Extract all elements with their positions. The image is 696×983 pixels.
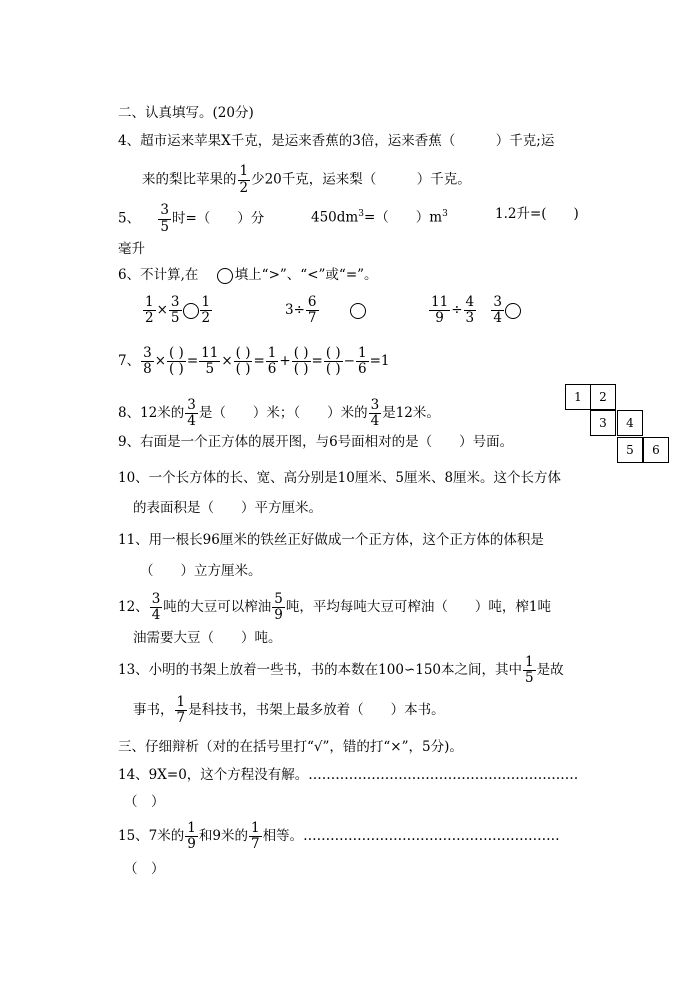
q14-dots: …………………………………………………… bbox=[308, 767, 579, 783]
q5-part-c: 1.2升=( ) bbox=[495, 206, 579, 222]
q5-part-b: $450dm^3=$（ ）$m^3$ bbox=[311, 209, 448, 226]
net-cell-5: 5 bbox=[617, 437, 643, 463]
q11-line1: 11、用一根长96厘米的铁丝正好做成一个正方体，这个正方体的体积是 bbox=[118, 532, 544, 548]
q12-line2: 油需要大豆（ ）吨。 bbox=[133, 630, 282, 646]
q15-line: 15、7米的 $\frac{1}{9}$ 和9米的 $\frac{1}{7}$ 相等。………………………………………………… bbox=[118, 819, 560, 852]
section-2-title: 二、认真填写。(20分) bbox=[118, 105, 254, 121]
compare-circle-icon[interactable] bbox=[183, 303, 199, 319]
q13-line2: 事书， $\frac{1}{7}$ 是科技书，书架上最多放着（ ）本书。 bbox=[133, 693, 445, 726]
q14-answer-paren[interactable]: （ ） bbox=[124, 794, 165, 810]
q5-line2: 毫升 bbox=[118, 241, 145, 257]
q9-line: 9、右面是一个正方体的展开图，与6号面相对的是（ ）号面。 bbox=[118, 434, 514, 450]
compare-circle-icon bbox=[217, 268, 233, 284]
net-cell-2: 2 bbox=[590, 384, 616, 410]
section-3-title: 三、仔细辩析（对的在括号里打“√”，错的打“×”，5分)。 bbox=[118, 739, 463, 755]
q4-text-b: 少20千克，运来梨（ ）千克。 bbox=[251, 171, 471, 188]
q4-line1: 4、超市运来苹果X千克，是运来香蕉的3倍，运来香蕉（ ）千克;运 bbox=[118, 133, 555, 149]
cube-net-diagram bbox=[565, 384, 695, 464]
q10-line1: 10、一个长方体的长、宽、高分别是10厘米、5厘米、8厘米。这个长方体 bbox=[118, 470, 562, 486]
q7-blank-fraction[interactable]: $\frac{( )}{( )}$ bbox=[169, 344, 184, 377]
q7-blank-fraction[interactable]: $\frac{( )}{( )}$ bbox=[293, 344, 309, 377]
q6-expr-3: $\frac{11}{9}$ ÷ $\frac{4}{3}$ $\frac{3}{4}$ bbox=[428, 292, 521, 328]
net-cell-4: 4 bbox=[617, 410, 643, 436]
q14-line: 14、9X=0，这个方程没有解。…………………………………………………… bbox=[118, 767, 579, 783]
q5-line1 bbox=[118, 204, 264, 234]
net-cell-6: 6 bbox=[643, 437, 669, 463]
q13-line1: 13、小明的书架上放着一些书，书的本数在100∽150本之间，其中 $\frac{1}{5}$ 是故 bbox=[118, 653, 564, 686]
q6-instruction: 6、不计算,在 填上“>”、“<”或“=”。 bbox=[118, 267, 378, 283]
compare-circle-icon[interactable] bbox=[350, 303, 366, 319]
q5-part-a: 时=（ ）分 bbox=[171, 210, 265, 227]
q6-expr-2: 3÷ $\frac{6}{7}$ bbox=[285, 292, 366, 328]
net-cell-3: 3 bbox=[590, 410, 616, 436]
q6-expr-1: $\frac{1}{2}$ × $\frac{3}{5}$ $\frac{1}{2}$ bbox=[145, 293, 211, 326]
q12-line1: 12、 $\frac{3}{4}$ 吨的大豆可以榨油 $\frac{5}{9}$ 吨，平均每吨大豆可榨油（ ）吨，榨1吨 bbox=[118, 590, 551, 623]
q5-prefix: 5、 bbox=[118, 210, 141, 227]
q5-fraction: $\frac{3}{5}$ bbox=[160, 202, 169, 235]
q15-answer-paren[interactable]: （ ） bbox=[124, 861, 165, 877]
q4-fraction: $\frac{1}{2}$ bbox=[239, 163, 249, 196]
compare-circle-icon[interactable] bbox=[505, 303, 521, 319]
q8-line: 8、12米的 $\frac{3}{4}$ 是（ ）米；（ ）米的 $\frac{3}{4}$ 是12米。 bbox=[118, 396, 440, 429]
q7-blank-fraction[interactable]: $\frac{( )}{( )}$ bbox=[235, 344, 251, 377]
q11-line2: （ ）立方厘米。 bbox=[140, 563, 262, 579]
q10-line2: 的表面积是（ ）平方厘米。 bbox=[133, 500, 322, 516]
net-cell-1: 1 bbox=[565, 384, 591, 410]
q4-line2 bbox=[142, 165, 471, 195]
q15-dots: ………………………………………………… bbox=[303, 828, 560, 844]
q7-equation: 7、 $\frac{3}{8}$ × $\frac{( )}{( )}$ = $\frac{11}{5}$ × $\frac{( )}{( )}$ = $\frac{1}{6}$ + $\frac{( )}{( )}$ = $\frac{( )}{( )}$ − $\frac{1}{6}$ =1 bbox=[118, 344, 390, 377]
q7-blank-fraction[interactable]: $\frac{( )}{( )}$ bbox=[325, 344, 341, 377]
q4-text-a: 来的梨比苹果的 bbox=[142, 171, 237, 188]
